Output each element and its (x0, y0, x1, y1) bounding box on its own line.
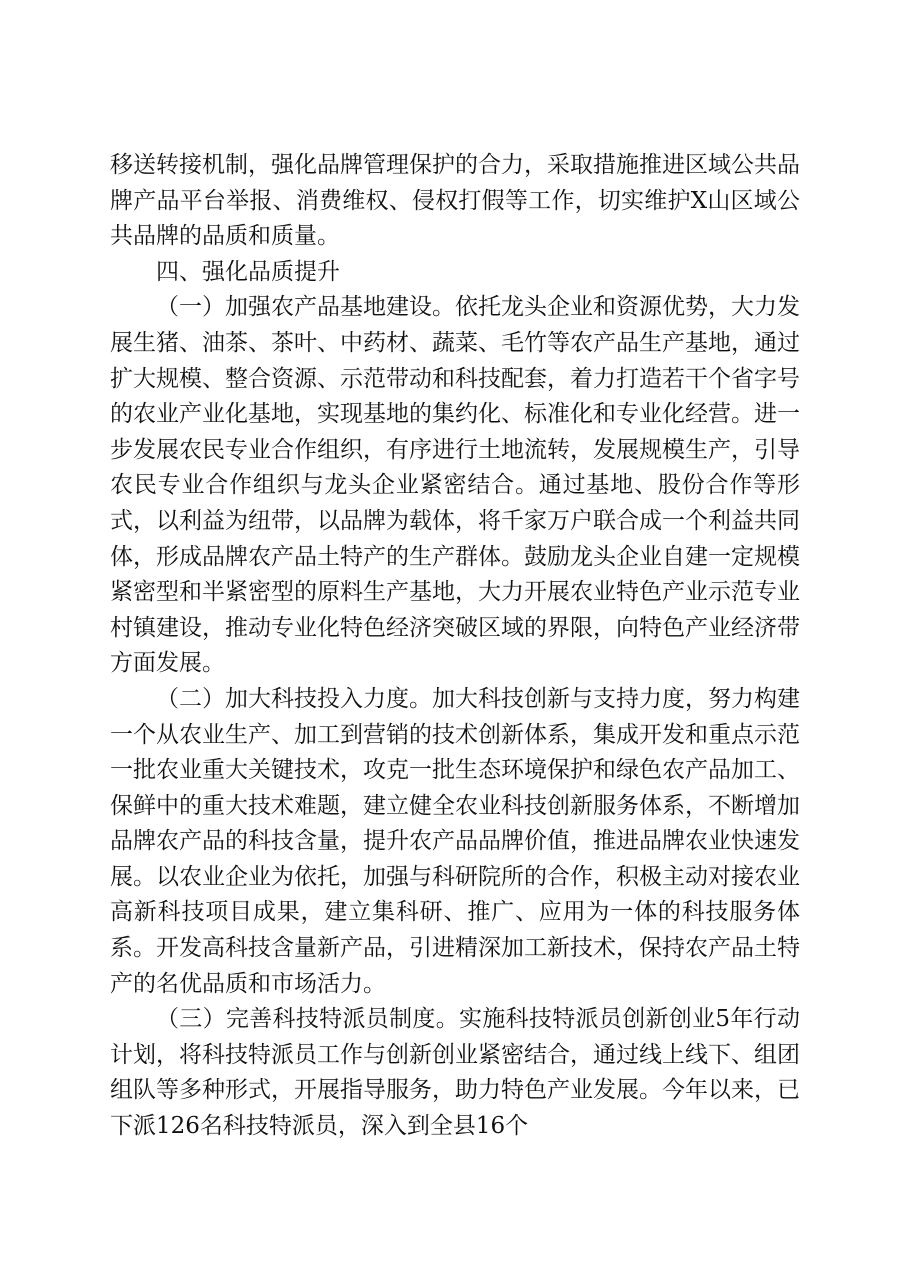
paragraph-continuation: 移送转接机制，强化品牌管理保护的合力，采取措施推进区域公共品牌产品平台举报、消费维权、侵权打假等工作，切实维护X山区域公共品牌的品质和质量。 (110, 152, 800, 250)
paragraph-base-construction: （一）加强农产品基地建设。依托龙头企业和资源优势，大力发展生猪、油茶、茶叶、中药材、蔬菜、毛竹等农产品生产基地，通过扩大规模、整合资源、示范带动和科技配套，着力打造若干个省字号的农业产业化基地，实现基地的集约化、标准化和专业化经营。进一步发展农民专业合作组织，有序进行土地流转，发展规模生产，引导农民专业合作组织与龙头企业紧密结合。通过基地、股份合作等形式，以利益为纽带，以品牌为载体，将千家万户联合成一个利益共同体，形成品牌农产品土特产的生产群体。鼓励龙头企业自建一定规模紧密型和半紧密型的原料生产基地，大力开展农业特色产业示范专业村镇建设，推动专业化特色经济突破区域的界限，向特色产业经济带方面发展。 (110, 294, 800, 677)
paragraph-tech-commissioner: （三）完善科技特派员制度。实施科技特派员创新创业5年行动计划，将科技特派员工作与创新创业紧密结合，通过线上线下、组团组队等多种形式，开展指导服务，助力特色产业发展。今年以来，已下派126名科技特派员，深入到全县16个 (110, 1006, 800, 1140)
document-page (110, 148, 800, 1145)
paragraph-tech-investment: （二）加大科技投入力度。加大科技创新与支持力度，努力构建一个从农业生产、加工到营销的技术创新体系，集成开发和重点示范一批农业重大关键技术，攻克一批生态环境保护和绿色农产品加工、保鲜中的重大技术难题，建立健全农业科技创新服务体系，不断增加品牌农产品的科技含量，提升农产品品牌价值，推进品牌农业快速发展。以农业企业为依托，加强与科研院所的合作，积极主动对接农业高新科技项目成果，建立集科研、推广、应用为一体的科技服务体系。开发高科技含量新产品，引进精深加工新技术，保持农产品土特产的名优品质和市场活力。 (110, 685, 800, 997)
section-heading-quality-improvement: 四、强化品质提升 (156, 258, 340, 285)
